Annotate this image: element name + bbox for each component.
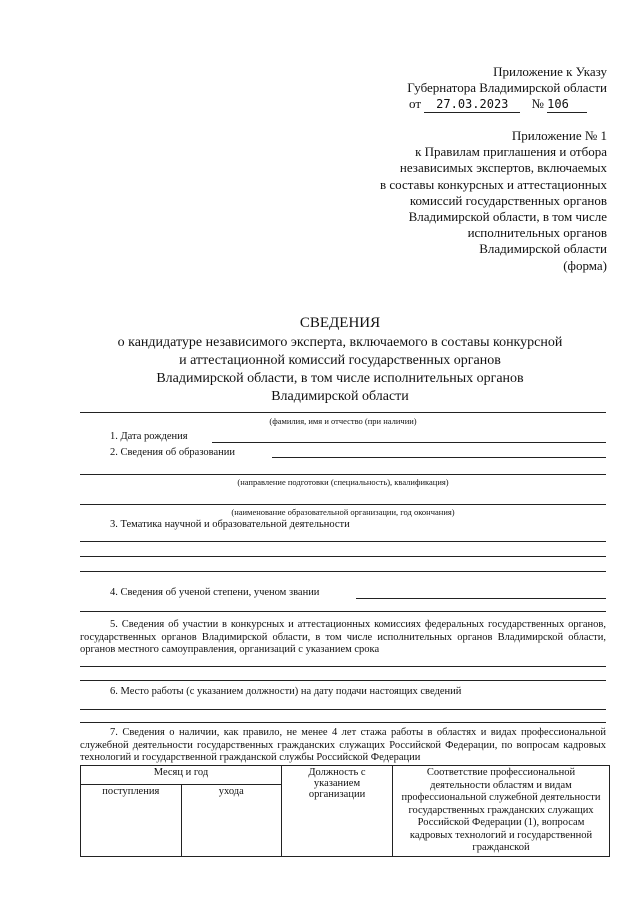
fio-caption: (фамилия, имя и отчество (при наличии) (269, 416, 417, 426)
commissions-line-1[interactable] (80, 666, 606, 667)
appendix-line: в составы конкурсных и аттестационных (380, 176, 607, 192)
title-sub-line4: Владимирской области (271, 389, 409, 404)
appendix-line: комиссий государственных органов (409, 192, 607, 208)
title-sub-line2: и аттестационной комиссий государственных органов (179, 353, 501, 368)
document-title: СВЕДЕНИЯ (299, 315, 381, 331)
end-header: ухода (181, 785, 282, 856)
degree-line-1[interactable] (356, 598, 606, 599)
title-sub-line1: о кандидатуре независимого эксперта, включаемого в составы конкурсной (117, 335, 563, 350)
research-line-1[interactable] (80, 541, 606, 542)
decree-appendix-line1: Приложение к Указу (493, 64, 607, 79)
item-education-label: 2. Сведения об образовании (110, 447, 236, 458)
appendix-line: к Правилам приглашения и отбора (415, 144, 607, 160)
fio-line[interactable] (80, 412, 606, 413)
decree-number: 106 (547, 96, 587, 113)
commissions-line-2[interactable] (80, 680, 606, 681)
item-degree-label: 4. Сведения об ученой степени, ученом звании (110, 587, 320, 598)
org-caption: (наименование образовательной организации, год окончания) (231, 507, 455, 517)
education-line-1[interactable] (272, 457, 606, 458)
appendix-line: независимых экспертов, включаемых (399, 160, 607, 176)
direction-caption: (направление подготовки (специальность), квалификация) (237, 477, 449, 487)
item-experience-text: 7. Сведения о наличии, как правило, не менее 4 лет стажа работы в областях и видах профессиональной служебной деятельности государственных гражданских служащих Российской Федерации, по вопросам кадровых технологий и государственной гражданской службы Российской Федерации (80, 727, 606, 763)
start-header: поступления (81, 785, 182, 856)
research-line-2[interactable] (80, 556, 606, 557)
workplace-line-2[interactable] (80, 722, 606, 723)
workplace-line-1[interactable] (80, 709, 606, 710)
appendix-line: Владимирской области (479, 241, 607, 257)
decree-date: 27.03.2023 (424, 96, 520, 113)
birthdate-line[interactable] (212, 442, 606, 443)
education-line-3[interactable] (80, 504, 606, 505)
item-research-topics-label: 3. Тематика научной и образовательной деятельности (110, 519, 350, 530)
decree-appendix-line2: Губернатора Владимирской области (407, 80, 607, 95)
item-workplace-label: 6. Место работы (с указанием должности) на дату подачи настоящих сведений (110, 686, 462, 697)
item-birthdate-label: 1. Дата рождения (110, 431, 188, 442)
degree-line-2[interactable] (80, 611, 606, 612)
appendix-line: Владимирской области, в том числе (408, 209, 607, 225)
appendix-block (380, 128, 607, 274)
decree-date-row (409, 96, 609, 113)
title-sub (0, 334, 640, 406)
position-header: Должность с указанием организации (282, 766, 393, 857)
education-line-2[interactable] (80, 474, 606, 475)
appendix-line: исполнительных органов (467, 225, 607, 241)
match-header: Соответствие профессиональной деятельности областям и видам профессиональной служебной деятельности государственных гражданских служащих Российской Федерации (1), вопросам кадровых технологий и государственной гражданской (393, 766, 610, 857)
research-line-3[interactable] (80, 571, 606, 572)
date-prefix: от (409, 96, 422, 111)
item-commissions-text: 5. Сведения об участии в конкурсных и аттестационных комиссиях федеральных государственных органов, государственных органов Владимирской области, в том числе исполнительных органов Владимирской области, органов местного самоуправления, организаций с указанием срока (80, 619, 606, 655)
number-prefix: № (531, 96, 544, 111)
appendix-line: Приложение № 1 (511, 128, 607, 143)
appendix-line: (форма) (563, 257, 607, 273)
experience-table (80, 765, 610, 857)
title-sub-line3: Владимирской области, в том числе исполнительных органов (156, 371, 524, 386)
month-year-header: Месяц и год (81, 766, 282, 785)
